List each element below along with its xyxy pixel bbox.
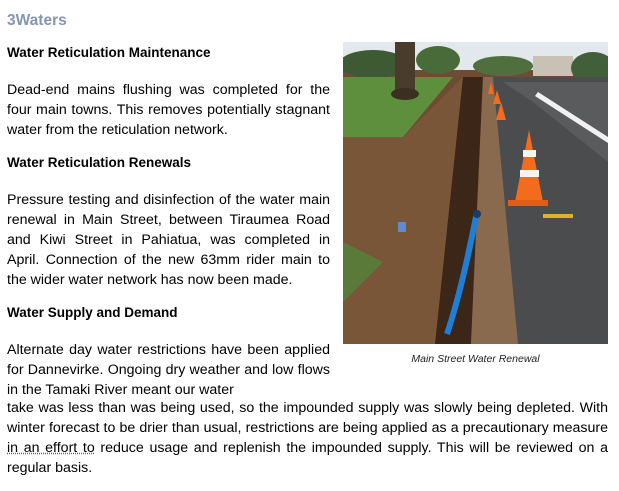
paragraph-supply-demand-part1: Alternate day water restrictions have been applied for Dannevirke. Ongoing dry weather and low flows in the Tamaki River meant our water	[7, 342, 330, 398]
page-heading: 3Waters	[7, 12, 67, 29]
section-title-renewals: Water Reticulation Renewals	[7, 155, 192, 170]
paragraph-text: take was less than was being used, so the impounded supply was slowly being depleted. With winter forecast to be drier than usual, restrictions are being applied as a precautionary measure	[7, 400, 608, 436]
paragraph-text: reduce usage and replenish the impounded supply. This will be reviewed on a regular basis.	[7, 440, 608, 476]
section-title-supply-demand: Water Supply and Demand	[7, 305, 178, 320]
paragraph-maintenance: Dead-end mains flushing was completed for the four main towns. This removes potentially stagnant water from the reticulation network.	[7, 82, 330, 138]
photo-caption: Main Street Water Renewal	[411, 353, 540, 365]
trench-photo-illustration	[343, 42, 608, 344]
grammar-flag[interactable]: in an effort to	[7, 440, 95, 456]
photo-main-street-renewal	[343, 42, 608, 344]
paragraph-supply-demand-part2	[7, 398, 608, 478]
section-title-maintenance: Water Reticulation Maintenance	[7, 45, 211, 60]
paragraph-renewals: Pressure testing and disinfection of the water main renewal in Main Street, between Tiraumea Road and Kiwi Street in Pahiatua, was completed in April. Connection of the new 63mm rider main to the wider water network has now been made.	[7, 192, 330, 288]
